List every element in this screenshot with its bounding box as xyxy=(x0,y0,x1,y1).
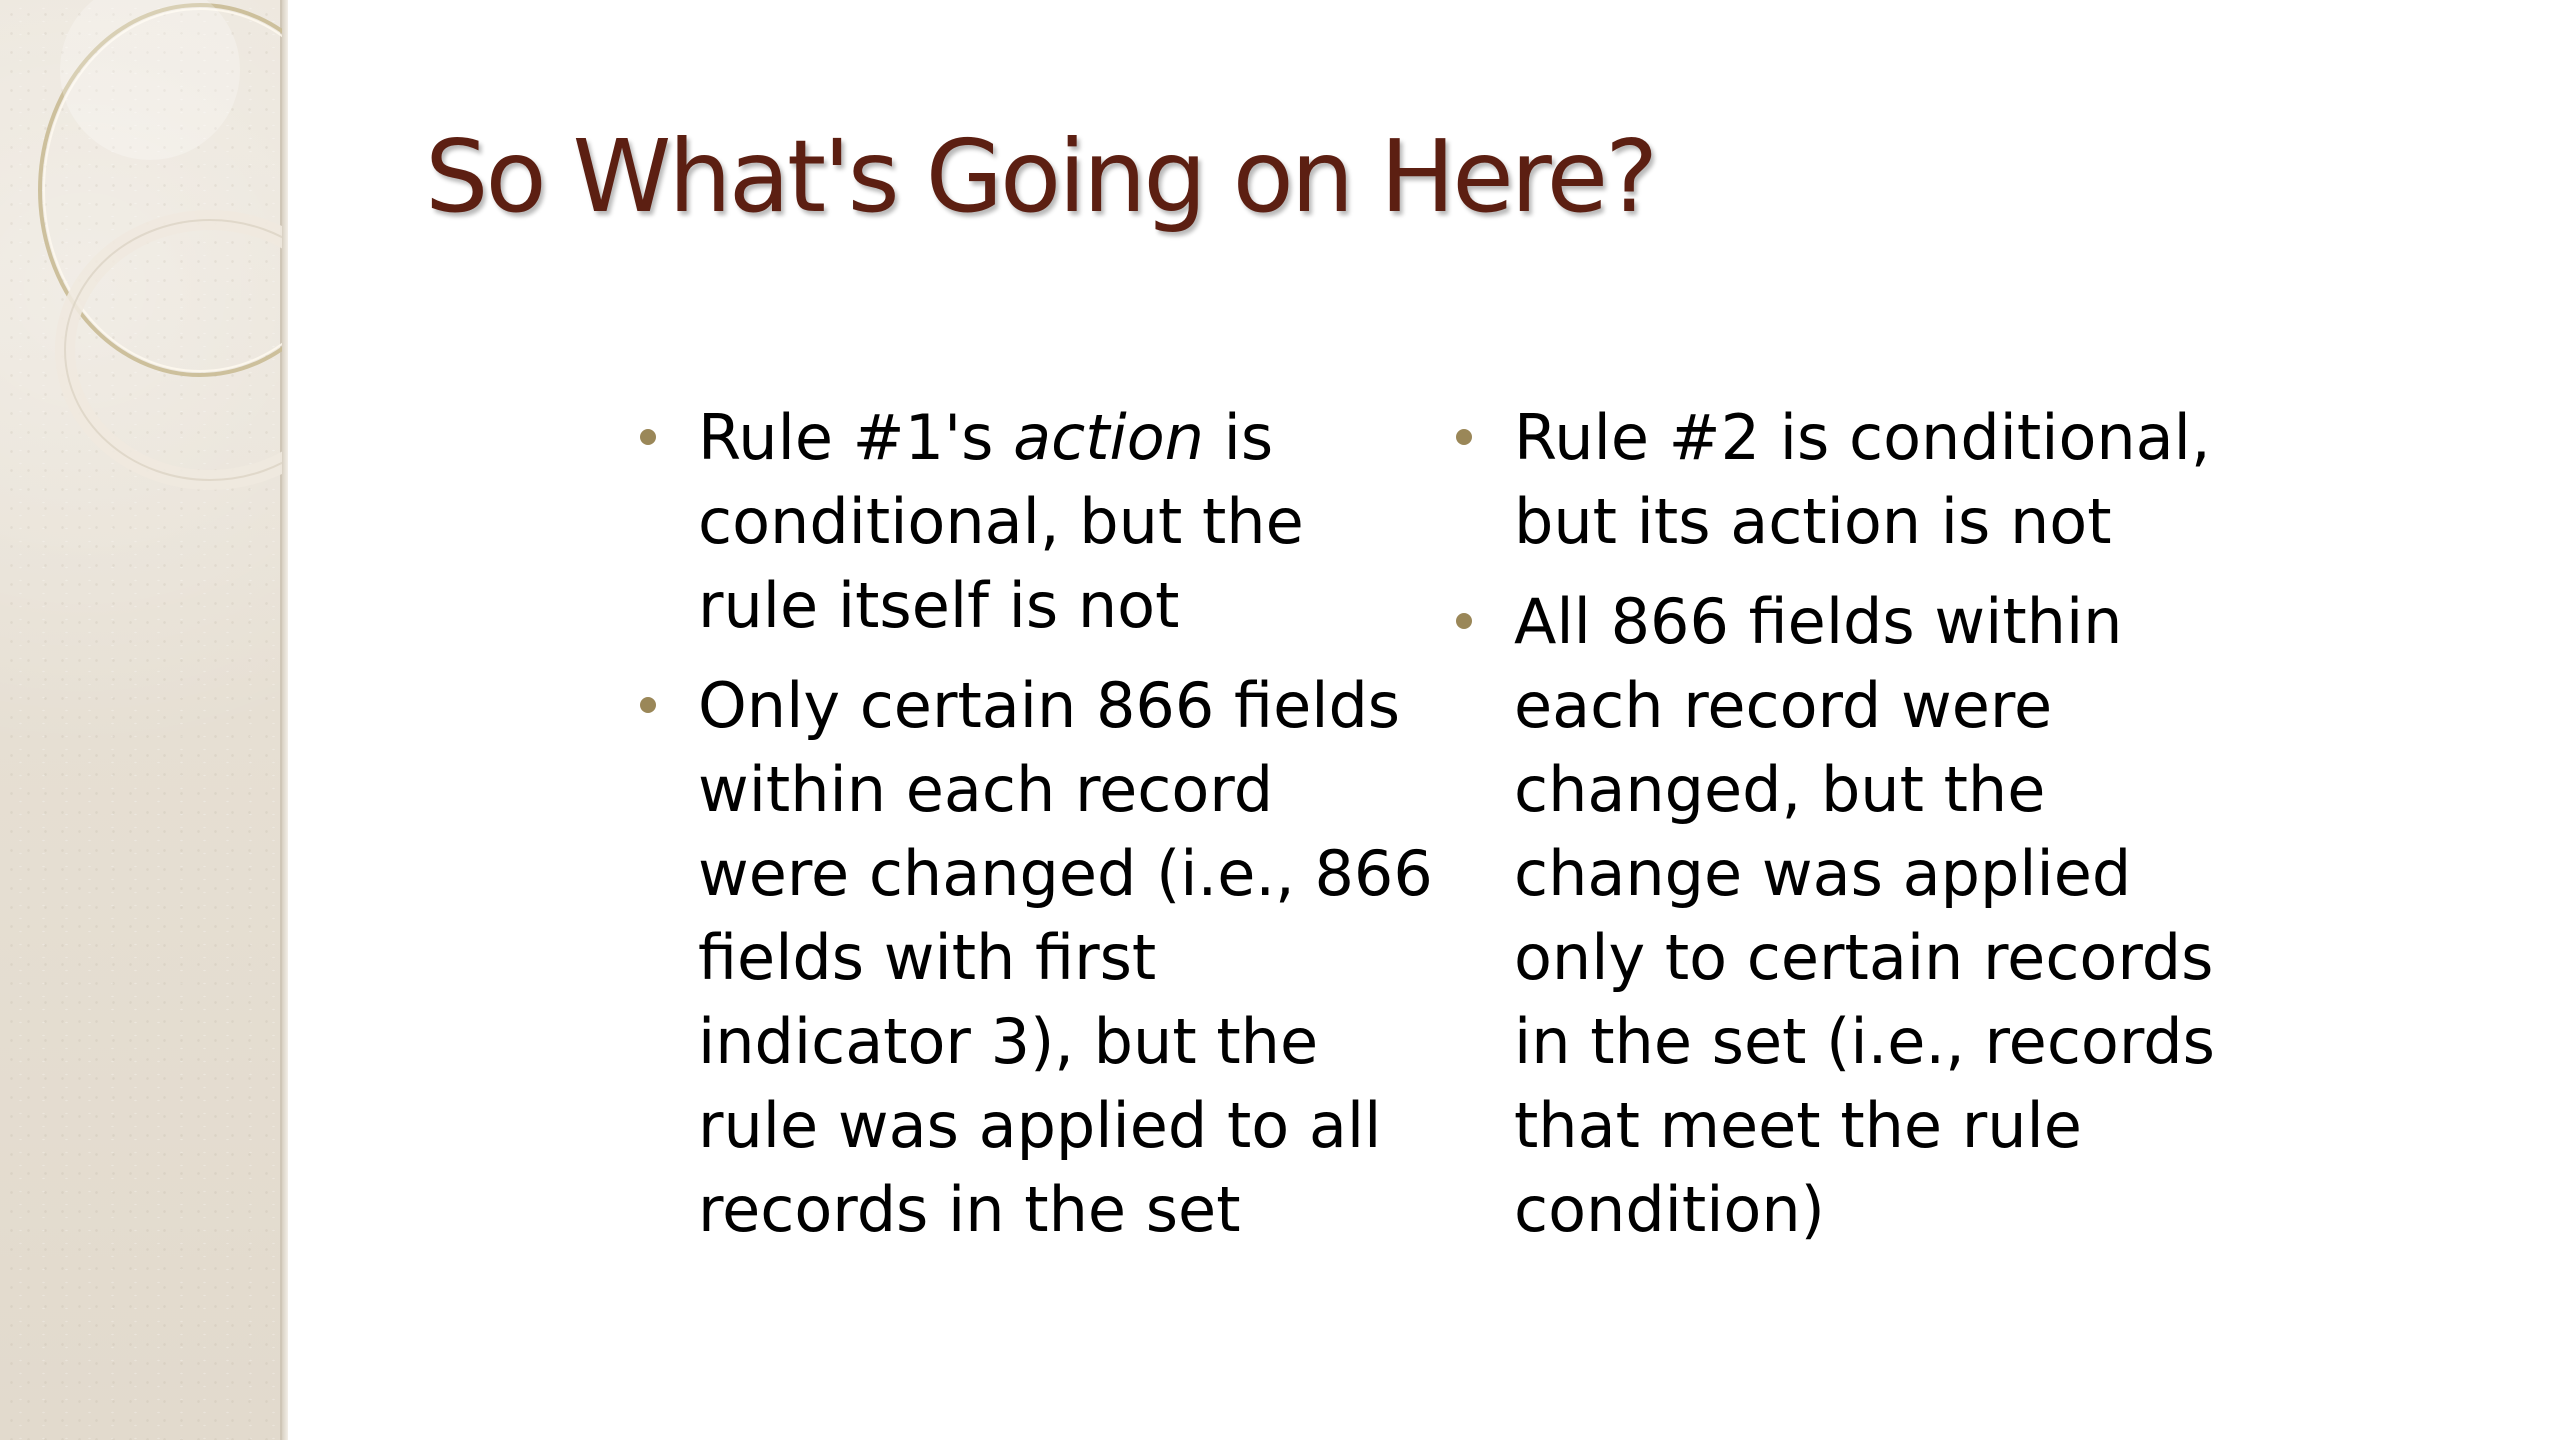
list-item xyxy=(640,396,1400,648)
bullet-line xyxy=(698,396,1400,480)
decorative-rings-icon xyxy=(0,0,282,520)
bullet-line: All 866 fields within xyxy=(1514,585,2123,658)
bullet-line: in the set (i.e., records xyxy=(1514,1005,2215,1078)
bullet-line: Rule #2 is conditional, xyxy=(1514,401,2211,474)
bullet-line: Only certain 866 fields xyxy=(698,669,1401,742)
list-item xyxy=(640,664,1433,1252)
right-column xyxy=(1456,396,2216,1268)
bullet-text: Rule #1's xyxy=(698,401,1014,474)
bullet-line: only to certain records xyxy=(1514,921,2214,994)
right-bullet-list xyxy=(1456,396,2216,1252)
bullet-line: rule itself is not xyxy=(698,569,1180,642)
bullet-icon xyxy=(640,697,656,713)
bullet-line: fields with first xyxy=(698,921,1157,994)
bullet-line: that meet the rule xyxy=(1514,1089,2082,1162)
bullet-line: records in the set xyxy=(698,1173,1241,1246)
bullet-line: each record were xyxy=(1514,669,2053,742)
bullet-icon xyxy=(1456,429,1472,445)
bullet-line: conditional, but the xyxy=(698,485,1304,558)
bullet-line: change was applied xyxy=(1514,837,2132,910)
emphasis-text: action xyxy=(1013,401,1204,474)
left-column xyxy=(640,396,1433,1268)
bullet-line: condition) xyxy=(1514,1173,1825,1246)
bullet-line: were changed (i.e., 866 xyxy=(698,837,1433,910)
bullet-icon xyxy=(640,429,656,445)
list-item xyxy=(1456,580,2216,1252)
bullet-line: but its action is not xyxy=(1514,485,2112,558)
slide-title: So What's Going on Here? xyxy=(425,118,1656,235)
bullet-line: rule was applied to all xyxy=(698,1089,1382,1162)
side-panel-edge xyxy=(282,0,288,1440)
list-item xyxy=(1456,396,2216,564)
bullet-icon xyxy=(1456,613,1472,629)
bullet-line: within each record xyxy=(698,753,1274,826)
bullet-line: indicator 3), but the xyxy=(698,1005,1319,1078)
left-bullet-list xyxy=(640,396,1433,1252)
bullet-line: changed, but the xyxy=(1514,753,2046,826)
bullet-text: is xyxy=(1203,401,1274,474)
